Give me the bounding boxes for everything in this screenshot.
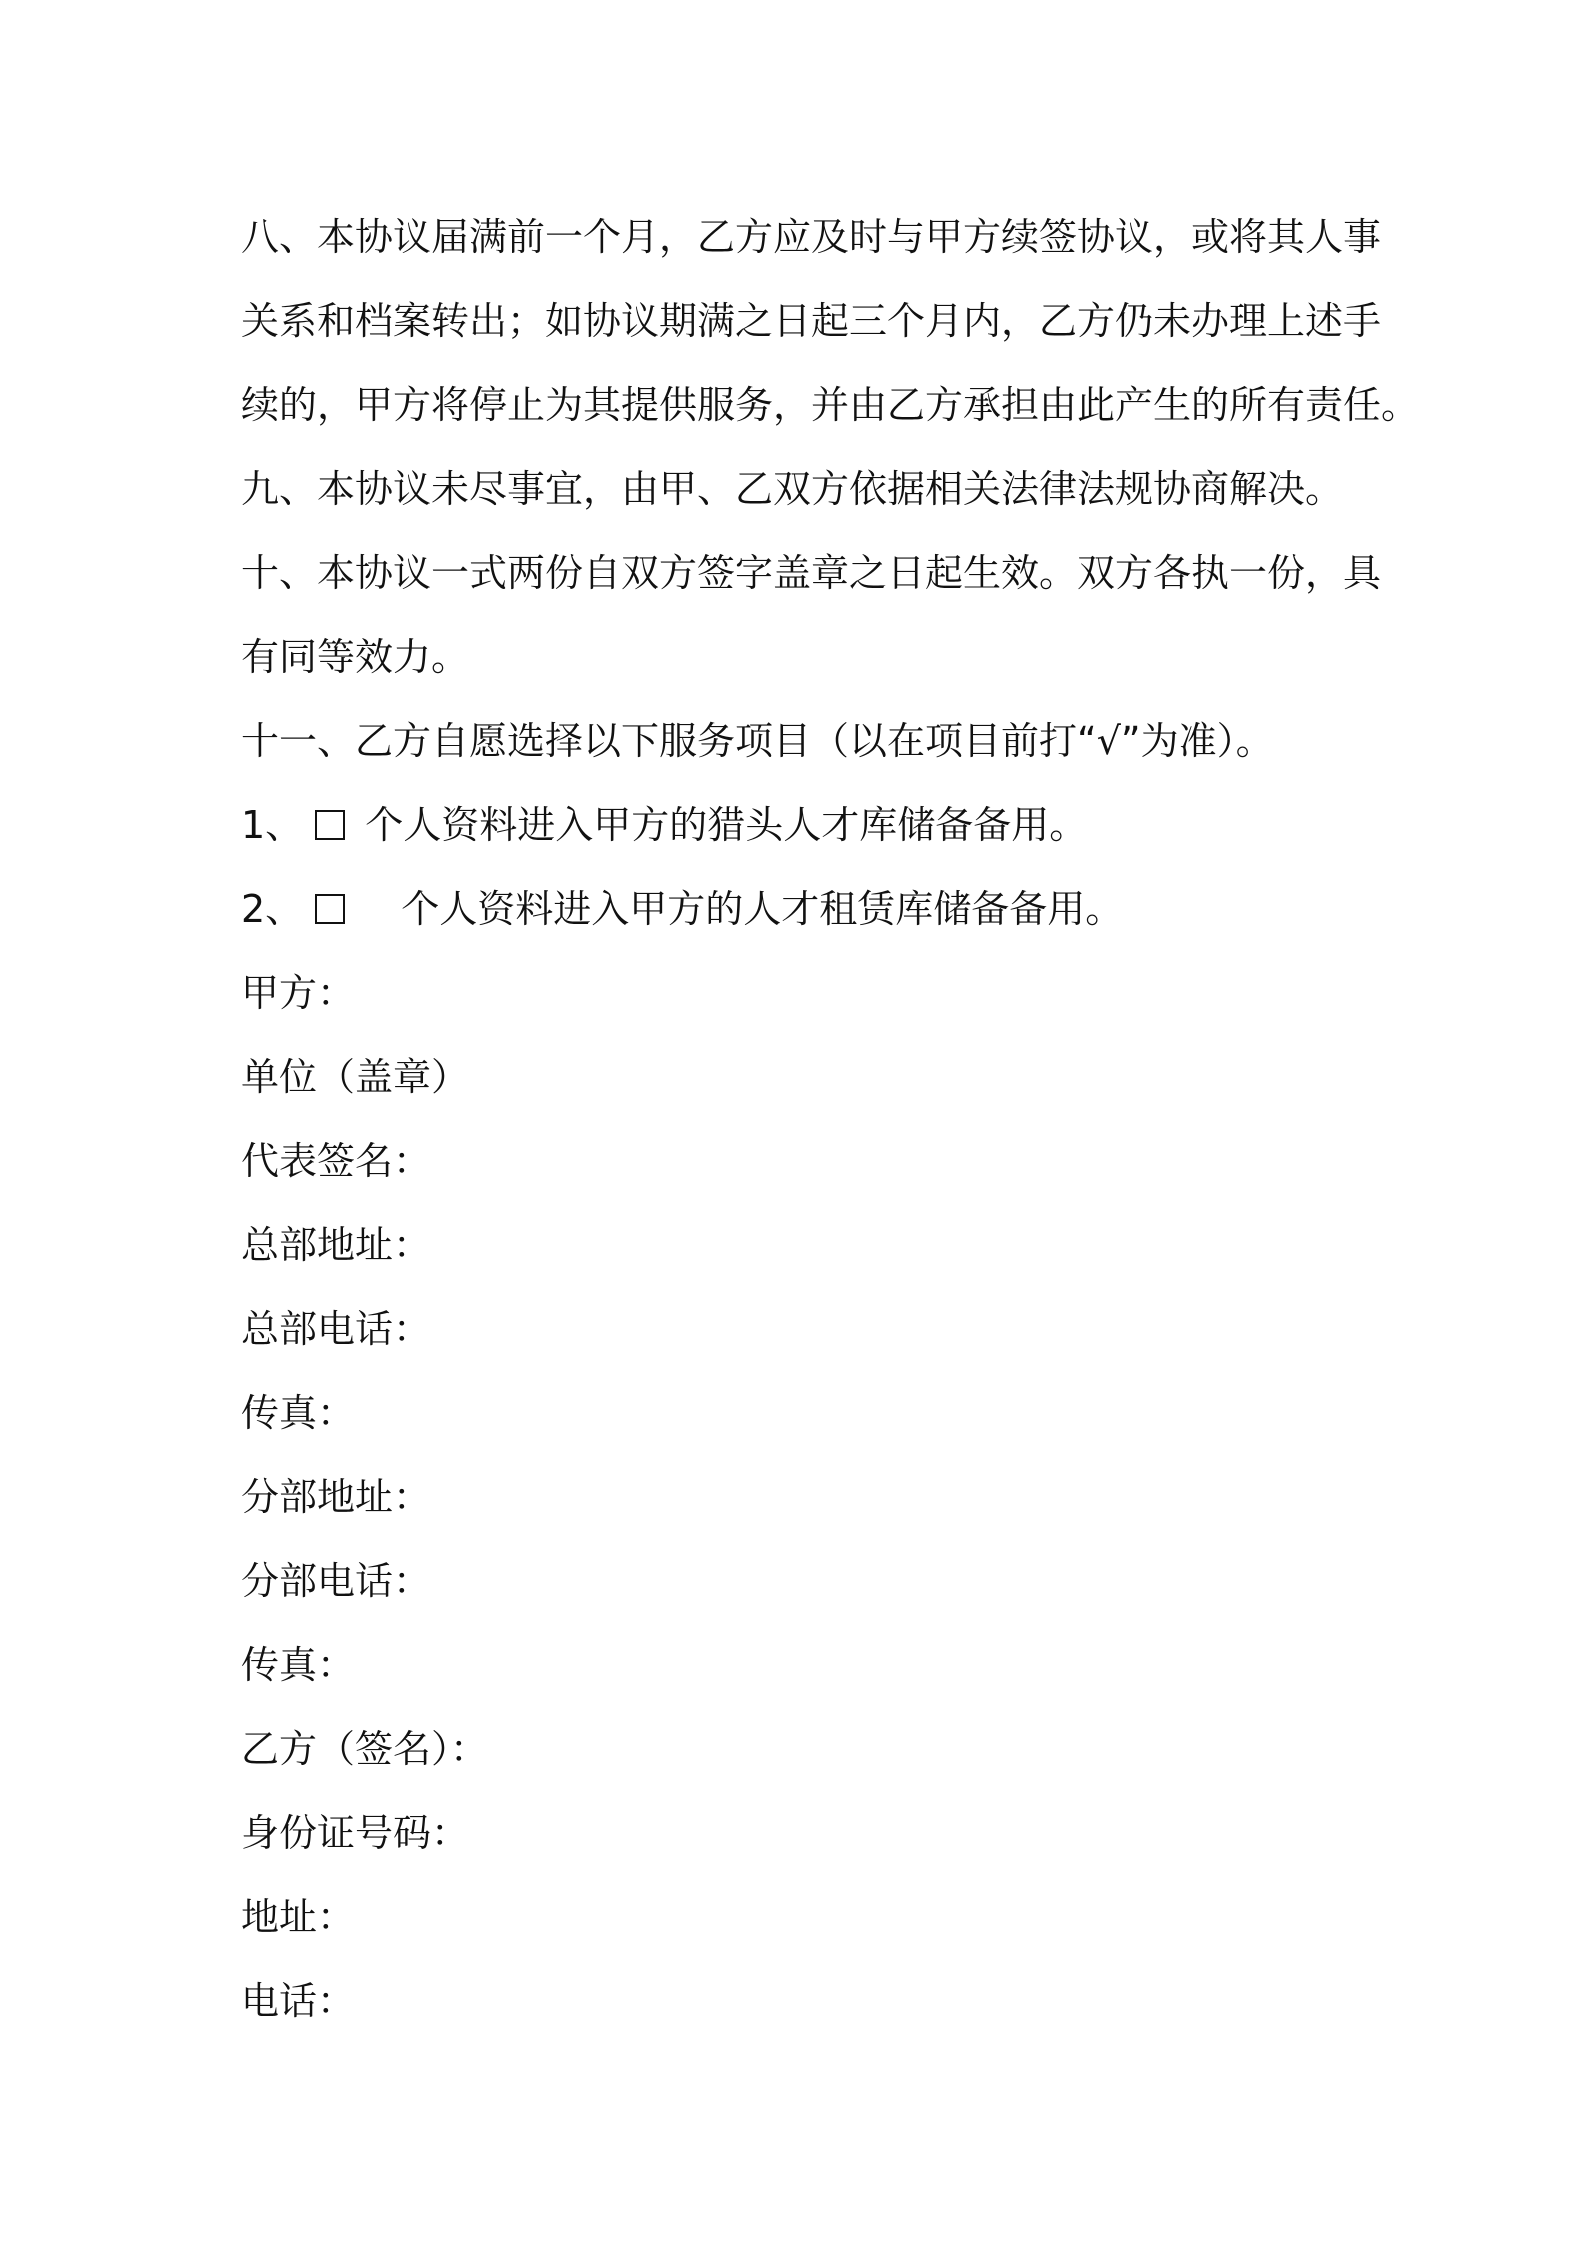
option-checkbox[interactable] bbox=[315, 894, 345, 924]
clause-10-line-2: 有同等效力。 bbox=[241, 635, 470, 679]
field-branch-address: 分部地址： bbox=[241, 1475, 432, 1519]
document-body bbox=[241, 195, 1420, 2043]
field-party-b-signature: 乙方（签名）： bbox=[241, 1727, 489, 1771]
service-option-2 bbox=[241, 867, 1361, 951]
clause-11: 十一、乙方自愿选择以下服务项目（以在项目前打“√”为准）。 bbox=[241, 719, 1274, 763]
clause-8-line-3: 续的，甲方将停止为其提供服务，并由乙方承担由此产生的所有责任。 bbox=[241, 383, 1420, 427]
option-text: 个人资料进入甲方的猎头人才库储备备用。 bbox=[365, 803, 1088, 847]
field-phone: 电话： bbox=[241, 1979, 356, 2023]
clause-9: 九、本协议未尽事宜，由甲、乙双方依据相关法律法规协商解决。 bbox=[241, 467, 1344, 511]
field-hq-address: 总部地址： bbox=[241, 1223, 432, 1267]
field-hq-fax: 传真： bbox=[241, 1391, 356, 1435]
field-hq-phone: 总部电话： bbox=[241, 1307, 432, 1351]
field-unit-seal: 单位（盖章） bbox=[241, 1055, 470, 1099]
clause-8-line-2: 关系和档案转出；如协议期满之日起三个月内，乙方仍未办理上述手 bbox=[241, 299, 1382, 343]
option-text: 个人资料进入甲方的人才租赁库储备备用。 bbox=[401, 887, 1124, 931]
option-number: 2、 bbox=[241, 887, 304, 931]
field-representative-signature: 代表签名： bbox=[241, 1139, 432, 1183]
clause-10-line-1: 十、本协议一式两份自双方签字盖章之日起生效。双方各执一份，具 bbox=[241, 551, 1382, 595]
field-id-number: 身份证号码： bbox=[241, 1811, 470, 1855]
field-address: 地址： bbox=[241, 1895, 356, 1939]
clause-8-line-1: 八、本协议届满前一个月，乙方应及时与甲方续签协议，或将其人事 bbox=[241, 215, 1382, 259]
field-branch-phone: 分部电话： bbox=[241, 1559, 432, 1603]
option-checkbox[interactable] bbox=[315, 810, 345, 840]
field-branch-fax: 传真： bbox=[241, 1643, 356, 1687]
service-option-1 bbox=[241, 783, 1361, 867]
option-number: 1、 bbox=[241, 803, 304, 847]
field-party-a: 甲方： bbox=[241, 971, 356, 1015]
